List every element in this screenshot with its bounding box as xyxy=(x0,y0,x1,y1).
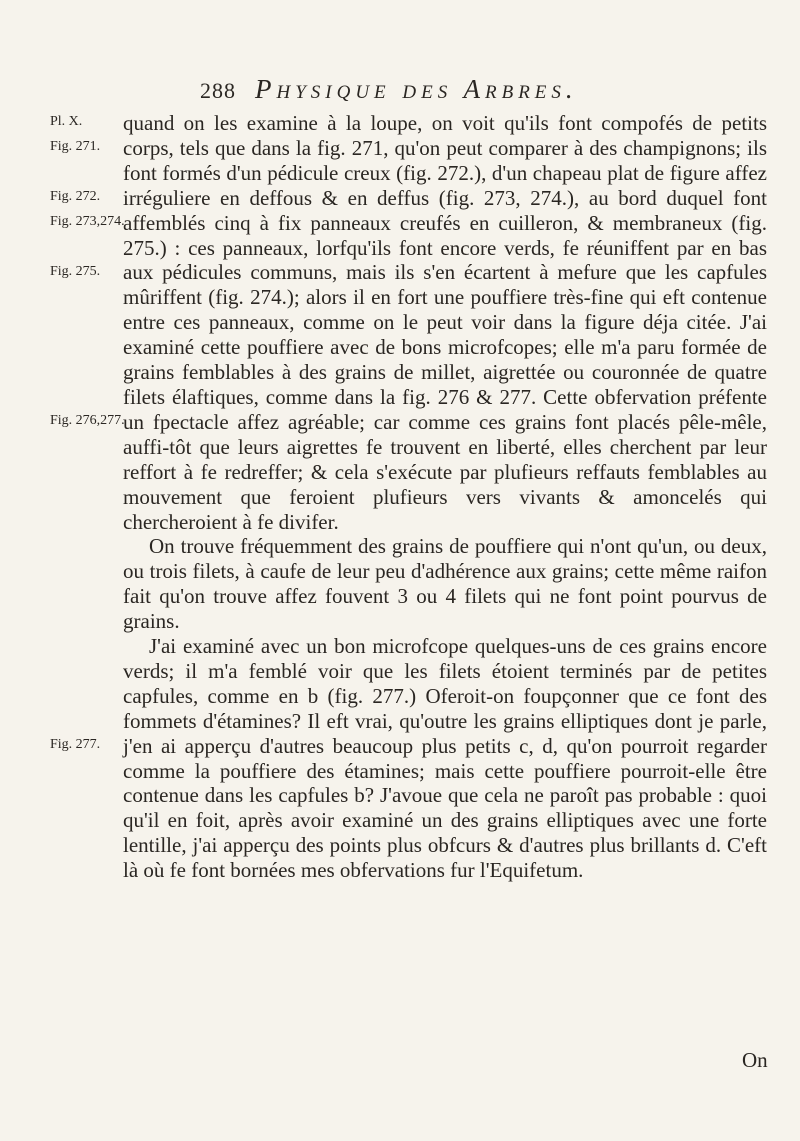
margin-note: Fig. 272. xyxy=(50,189,101,204)
margin-note: Fig. 271. xyxy=(50,139,101,154)
paragraph-1: quand on les examine à la loupe, on voit qu'ils font compofés de petits corps, tels que dans la fig. 271, qu'on peut comparer à des champignons; ils font formés d'un pédicule creux (fig. 272.), d'un chapeau plat de figure affez irréguliere en deffous & en deffus (fig. 273, 274.), au bord duquel font affemblés cinq à fix panneaux creufés en cuilleron, & membraneux (fig. 275.) : ces panneaux, lorfqu'ils font encore verds, fe réuniffent par en bas aux pédicules communs, mais ils s'en écartent à mefure que les capfules mûriffent (fig. 274.); alors il en fort une pouffiere très-fine qui eft contenue entre ces panneaux, comme on le peut voir dans la figure déja citée. J'ai examiné cette pouffiere avec de bons microfcopes; elle m'a paru formée de grains femblables à des grains de millet, aigrettée ou couronnée de quatre filets élaftiques, comme dans la fig. 276 & 277. Cette obfervation préfente un fpectacle affez agréable; car comme ces grains font placés pêle-mêle, auffi-tôt que leurs aigrettes fe trouvent en liberté, elles cherchent par leur reffort à fe redreffer; & cela s'exécute par plufieurs reffauts femblables au mouvement que feroient plufieurs vers vivants & amoncelés qui chercheroient à fe divifer. xyxy=(123,111,767,534)
paragraph-2: On trouve fréquemment des grains de pouffiere qui n'ont qu'un, ou deux, ou trois filets, à caufe de leur peu d'adhérence aux grains; cette même raifon fait qu'on trouve affez fouvent 3 ou 4 filets qui ne font point pourvus de grains. xyxy=(123,534,767,634)
paragraph-3: J'ai examiné avec un bon microfcope quelques-uns de ces grains encore verds; il m'a femblé voir que les filets étoient terminés par de petites capfules, comme en b (fig. 277.) Oferoit-on foupçonner que ce font des fommets d'étamines? Il eft vrai, qu'outre les grains elliptiques dont je parle, j'en ai apperçu d'autres beaucoup plus petits c, d, qu'on pourroit regarder comme la pouffiere des étamines; mais cette pouffiere pourroit-elle être contenue dans les capfules b? J'avoue que cela ne paroît pas probable : quoi qu'il en foit, après avoir examiné un des grains elliptiques avec une forte lentille, j'ai apperçu des points plus obfcurs & d'autres plus brillants d. C'eft là où fe font bornées mes obfervations fur l'Equifetum. xyxy=(123,634,767,883)
catchword: On xyxy=(742,1048,768,1072)
margin-note: Fig. 275. xyxy=(50,264,101,279)
margin-note: Fig. 276,277. xyxy=(50,413,125,428)
margin-note: Fig. 277. xyxy=(50,737,101,752)
margin-note: Fig. 273,274. xyxy=(50,214,125,229)
body-text xyxy=(123,111,767,883)
margin-note: Pl. X. xyxy=(50,114,83,129)
page-number: 288 xyxy=(200,78,236,103)
page-header xyxy=(0,74,800,112)
running-title: Physique des Arbres. xyxy=(255,74,578,104)
